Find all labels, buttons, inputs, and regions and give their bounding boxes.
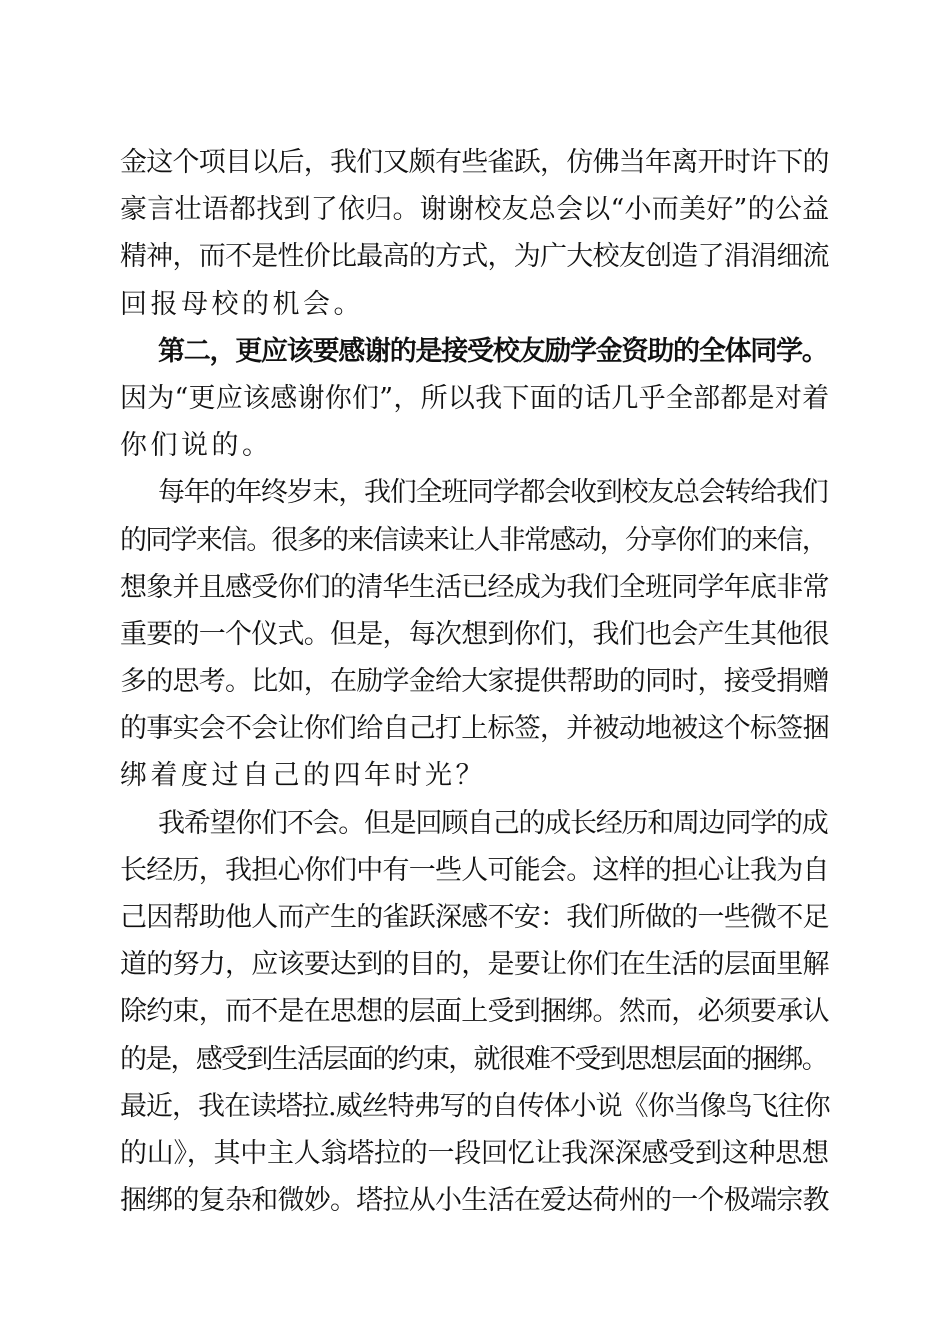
- text-line: 你们说的。: [120, 430, 273, 462]
- text-line: 因为“更应该感谢你们”，所以我下面的话几乎全部都是对着: [120, 382, 830, 414]
- text-line: 的是，感受到生活层面的约束，就很难不受到思想层面的捆绑。: [120, 1043, 827, 1075]
- text-line: 精神，而不是性价比最高的方式，为广大校友创造了涓涓细流: [120, 241, 829, 273]
- text-line: 捆绑的复杂和微妙。塔拉从小生活在爱达荷州的一个极端宗教: [120, 1185, 829, 1217]
- text-line: 我希望你们不会。但是回顾自己的成长经历和周边同学的成: [158, 807, 828, 839]
- text-line: 豪言壮语都找到了依归。谢谢校友总会以“小而美好”的公益: [120, 194, 830, 226]
- text-line: 每年的年终岁末，我们全班同学都会收到校友总会转给我们: [158, 477, 828, 509]
- text-line: 金这个项目以后，我们又颇有些雀跃，仿佛当年离开时许下的: [120, 147, 829, 178]
- text-line: 的事实会不会让你们给自己打上标签，并被动地被这个标签捆: [120, 713, 829, 745]
- document-body: [120, 139, 832, 1224]
- text-line: 的山》，其中主人翁塔拉的一段回忆让我深深感受到这种思想: [120, 1137, 829, 1169]
- text-line: 回报母校的机会。: [120, 288, 364, 320]
- text-line: 想象并且感受你们的清华生活已经成为我们全班同学年底非常: [120, 571, 829, 603]
- text-line: 己因帮助他人而产生的雀跃深感不安：我们所做的一些微不足: [120, 902, 829, 933]
- text-line: 的同学来信。很多的来信读来让人非常感动，分享你们的来信，: [120, 524, 827, 556]
- text-line: 最近，我在读塔拉.威丝特弗写的自传体小说《你当像鸟飞往你: [120, 1090, 830, 1122]
- text-line: 多的思考。比如，在励学金给大家提供帮助的同时，接受捐赠: [120, 666, 829, 698]
- text-line: 道的努力，应该要达到的目的，是要让你们在生活的层面里解: [120, 949, 829, 981]
- text-line: 绑着度过自己的四年时光？: [120, 760, 486, 792]
- text-line: 第二，更应该要感谢的是接受校友励学金资助的全体同学。: [158, 335, 828, 367]
- text-line: 重要的一个仪式。但是，每次想到你们，我们也会产生其他很: [120, 618, 829, 650]
- text-line: 除约束，而不是在思想的层面上受到捆绑。然而，必须要承认: [120, 996, 829, 1028]
- text-line: 长经历，我担心你们中有一些人可能会。这样的担心让我为自: [120, 854, 829, 886]
